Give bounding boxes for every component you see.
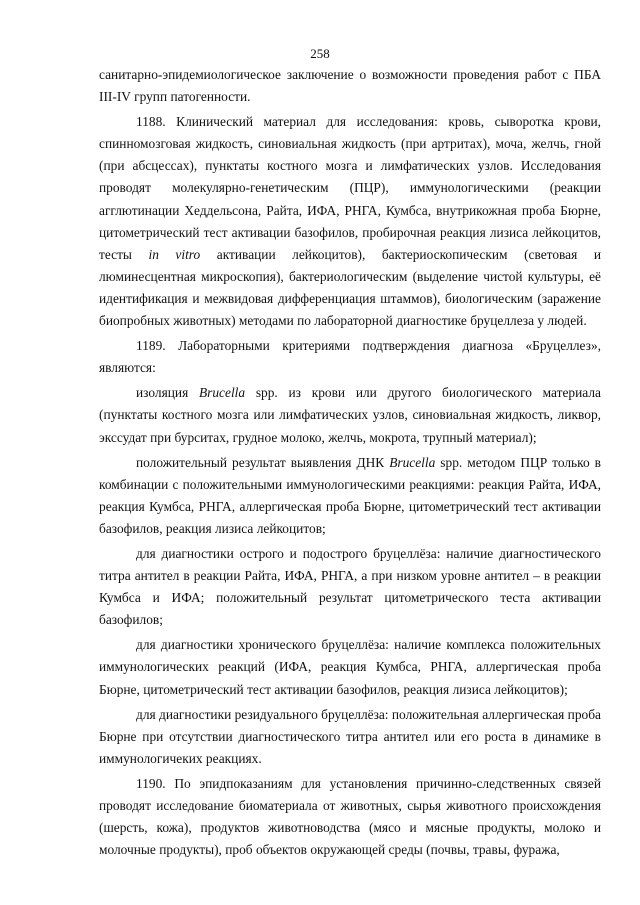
text-run: активации лейкоцитов), бактериоскопическим (световая и люминесцентная микроскопия), бактериологическим (выделение чистой культуры, её идентификация и межвидовая дифференциация штаммов), биологическим (заражение биопробных животных) методами по лабораторной диагностике бруцеллеза у людей. <box>99 246 601 329</box>
paragraph-1189 <box>99 335 601 379</box>
text-run: для диагностики хронического бруцеллёза: наличие комплекса положительных иммунологических реакций (ИФА, реакция Кумбса, РНГА, аллергическая проба Бюрне, цитометрический тест активации базофилов, реакция лизиса лейкоцитов); <box>99 637 601 697</box>
italic-term: Brucella <box>198 385 246 401</box>
text-run: 1190. По эпидпоказаниям для установления причинно-следственных связей проводят исследование биоматериала от животных, сырья животного происхождения (шерсть, кожа), продуктов животноводства (мясо и мясные продукты, молоко и молочные продукты), проб объектов окружающей среды (почвы, травы, фуража, <box>99 775 601 858</box>
criterion-chronic <box>99 634 601 700</box>
document-body <box>99 64 601 864</box>
criterion-pcr <box>99 452 601 540</box>
text-run: изоляция <box>136 385 199 401</box>
paragraph-continuation <box>99 64 601 108</box>
text-run: spp. методом ПЦР только в комбинации с положительными иммунологическими реакциями: реакция Райта, ИФА, реакция Кумбса, РНГА, аллергическая проба Бюрне, цитометрический тест активации базофилов, реакция лизиса лейкоцитов; <box>99 454 601 536</box>
page-number: 258 <box>310 46 330 61</box>
italic-term: in vitro <box>148 246 201 262</box>
text-run: 1188. Клинический материал для исследования: кровь, сыворотка крови, спинномозговая жидкость, синовиальная жидкость (при артритах), моча, желчь, гной (при абсцессах), пунктаты костного мозга и лимфатических узлов. Исследования проводят молекулярно-генетическим (ПЦР), иммунологическими (реакции агглютинации Хеддельсона, Райта, ИФА, РНГА, Кумбса, внутрикожная проба Бюрне, цитометрический тест активации базофилов, пробирочная реакция лизиса лейкоцитов, тесты <box>99 114 601 262</box>
text-run: для диагностики острого и подострого бруцеллёза: наличие диагностического титра антител в реакции Райта, ИФА, РНГА, а при низком уровне антител – в реакции Кумбса и ИФА; положительный результат цитометрического теста активации базофилов; <box>99 545 601 628</box>
text-run: для диагностики резидуального бруцеллёза: положительная аллергическая проба Бюрне при отсутствии диагностического титра антител или его роста в динамике в иммунологичеких реакциях. <box>99 706 601 766</box>
criterion-acute <box>99 543 601 631</box>
paragraph-1188 <box>99 111 601 332</box>
text-run: 1189. Лабораторными критериями подтверждения диагноза «Бруцеллез», являются: <box>99 338 601 376</box>
paragraph-1190 <box>99 773 601 861</box>
italic-term: Brucella <box>389 454 436 470</box>
text-run: spp. из крови или другого биологического материала (пунктаты костного мозга или лимфатических узлов, синовиальная жидкость, ликвор, экссудат при бурситах, грудное молоко, желчь, мокрота, трупный материал); <box>99 385 601 445</box>
text-run: санитарно-эпидемиологическое заключение о возможности проведения работ с ПБА III-IV групп патогенности. <box>99 67 601 105</box>
criterion-residual <box>99 704 601 770</box>
text-run: положительный результат выявления ДНК <box>136 454 390 470</box>
criterion-isolation <box>99 382 601 448</box>
